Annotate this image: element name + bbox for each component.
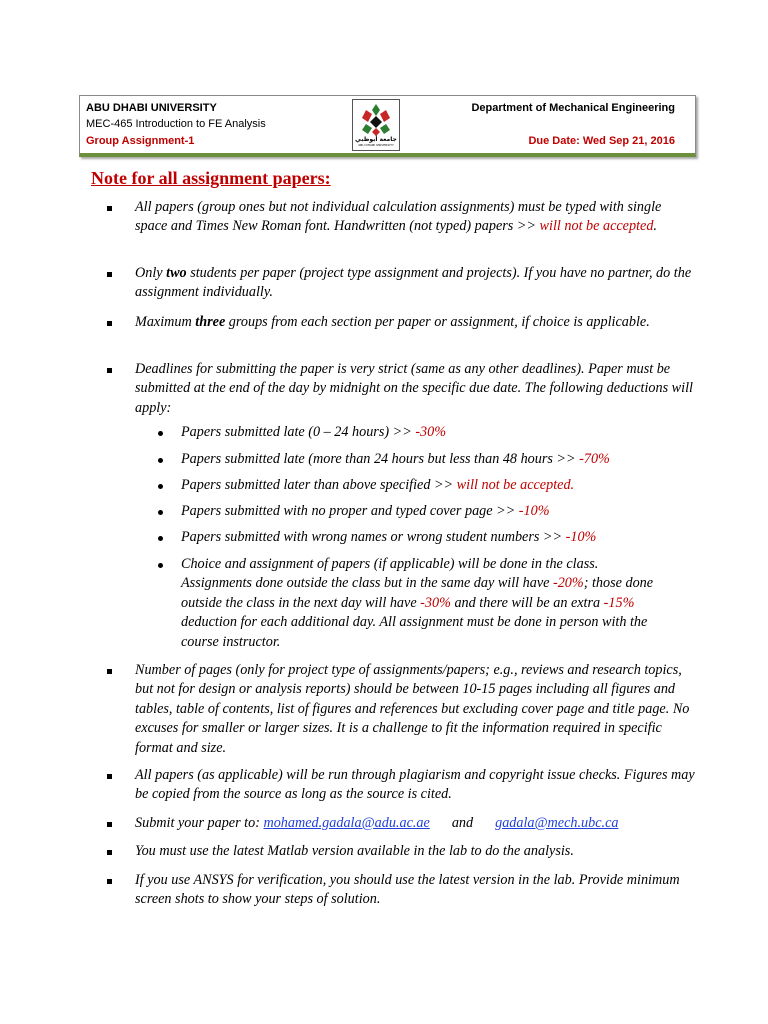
- list-item-submit: Submit your paper to: mohamed.gadala@adu.ac.ae and gadala@mech.ubc.ca: [135, 815, 619, 831]
- list-item-typing-rules: All papers (group ones but not individual calculation assignments) must be typed with single space and Times New Roman font. Handwritten (not typed) papers >> will not be accepted.: [135, 199, 662, 235]
- bullet-dot: [158, 484, 163, 489]
- deduction-cover-page: Papers submitted with no proper and typed cover page >> -10%: [181, 503, 550, 519]
- bullet-square: [107, 850, 112, 855]
- bullet-square: [107, 822, 112, 827]
- deduction-wrong-names: Papers submitted with wrong names or wrong student numbers >> -10%: [181, 529, 597, 545]
- deduction-later: Papers submitted later than above specified >> will not be accepted.: [181, 477, 575, 493]
- bullet-square: [107, 206, 112, 211]
- bullet-dot: [158, 431, 163, 436]
- email-link-ubc[interactable]: gadala@mech.ubc.ca: [495, 815, 619, 831]
- deduction-late-24h: Papers submitted late (0 – 24 hours) >> -30%: [181, 424, 447, 440]
- bullet-square: [107, 879, 112, 884]
- university-logo: [352, 99, 400, 151]
- document-header: [79, 95, 696, 157]
- list-item-max-groups: Maximum three groups from each section per paper or assignment, if choice is applicable.: [135, 314, 650, 330]
- course-title: MEC-465 Introduction to FE Analysis: [86, 118, 266, 130]
- bullet-dot: [158, 458, 163, 463]
- bullet-square: [107, 669, 112, 674]
- due-date: Due Date: Wed Sep 21, 2016: [528, 135, 675, 147]
- list-item-students-per-paper: Only two students per paper (project type assignment and projects). If you have no partner, do the assignment individually.: [135, 265, 692, 301]
- email-link-adu[interactable]: mohamed.gadala@adu.ac.ae: [263, 815, 430, 831]
- list-item-matlab: You must use the latest Matlab version available in the lab to do the analysis.: [135, 843, 574, 859]
- note-title: Note for all assignment papers:: [91, 168, 331, 188]
- bullet-square: [107, 368, 112, 373]
- deduction-assignment-choice: Choice and assignment of papers (if applicable) will be done in the class. Assignments done outside the class but in the same day will have -20%; those done outside the class in the next day will have -30% and there will be an extra -15% deduction for each additional day. All assignment must be done in person with the course instructor.: [181, 556, 654, 650]
- deduction-late-48h: Papers submitted late (more than 24 hours but less than 48 hours >> -70%: [181, 451, 610, 467]
- logo-arabic-text: جامعة أبوظبي: [355, 136, 397, 143]
- list-item-page-count: Number of pages (only for project type of assignments/papers; e.g., reviews and research topics, but not for design or analysis reports) should be between 10-15 pages including all figures and tables, table of contents, list of figures and references but excluding cover page and title page. No excuses for smaller or larger sizes. It is a challenge to fit the information required in specific format and size.: [135, 662, 690, 756]
- bullet-square: [107, 774, 112, 779]
- bullet-dot: [158, 563, 163, 568]
- list-item-deadlines: Deadlines for submitting the paper is very strict (same as any other deadlines). Paper must be submitted at the end of the day by midnight on the specific due date. The following deductions will apply:: [135, 361, 693, 416]
- department-name: Department of Mechanical Engineering: [471, 102, 675, 114]
- list-item-ansys: If you use ANSYS for verification, you should use the latest version in the lab. Provide minimum screen shots to show your steps of solution.: [135, 872, 680, 908]
- list-item-plagiarism: All papers (as applicable) will be run through plagiarism and copyright issue checks. Figures may be copied from the source as long as the source is cited.: [135, 767, 695, 803]
- logo-english-text: ABU DHABI UNIVERSITY: [358, 143, 394, 147]
- bullet-dot: [158, 536, 163, 541]
- assignment-title: Group Assignment-1: [86, 135, 195, 147]
- bullet-square: [107, 272, 112, 277]
- bullet-square: [107, 321, 112, 326]
- university-name: ABU DHABI UNIVERSITY: [86, 102, 217, 114]
- bullet-dot: [158, 510, 163, 515]
